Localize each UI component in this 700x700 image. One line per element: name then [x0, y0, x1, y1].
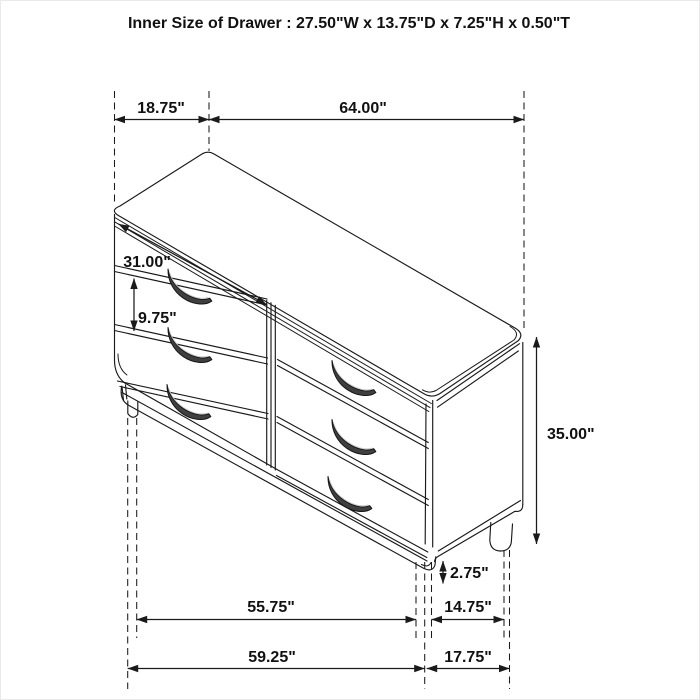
base-corner-inner — [422, 563, 432, 566]
front-left-edge — [115, 215, 125, 383]
top-face-waterfall-edge — [423, 327, 517, 393]
dresser-drawing — [114, 152, 522, 570]
top-face — [114, 152, 520, 396]
center-divider — [267, 301, 276, 471]
page-title: Inner Size of Drawer : 27.50"W x 13.75"D x 7.25"H x 0.50"T — [127, 15, 571, 32]
dimension-label-drawer-width: 31.00" — [123, 254, 171, 271]
dimension-label-foot-height: 2.75" — [450, 565, 489, 582]
dimension-label-base-side-overall: 17.75" — [444, 649, 492, 666]
handle-right-2 — [327, 420, 379, 457]
dimension-label-base-side-inner: 14.75" — [444, 599, 492, 616]
handle-left-2 — [163, 328, 215, 365]
dimension-label-base-front-overall: 59.25" — [248, 649, 296, 666]
front-left-corner-inner — [118, 354, 127, 375]
handle-left-3 — [162, 385, 214, 422]
dimension-label-overall-height: 35.00" — [547, 426, 595, 443]
drawer-gap-right-3 — [277, 470, 428, 558]
dimension-label-top-depth: 18.75" — [137, 100, 185, 117]
side-top-edge — [437, 344, 520, 408]
front-right-edge — [425, 401, 433, 548]
diagram-svg — [1, 1, 700, 700]
right-foot — [490, 523, 513, 552]
dimension-label-top-width: 64.00" — [339, 100, 387, 117]
dimension-label-base-front-inner: 55.75" — [247, 599, 295, 616]
dimension-label-drawer-height: 9.75" — [138, 310, 177, 327]
front-bottom-edge — [125, 383, 278, 470]
